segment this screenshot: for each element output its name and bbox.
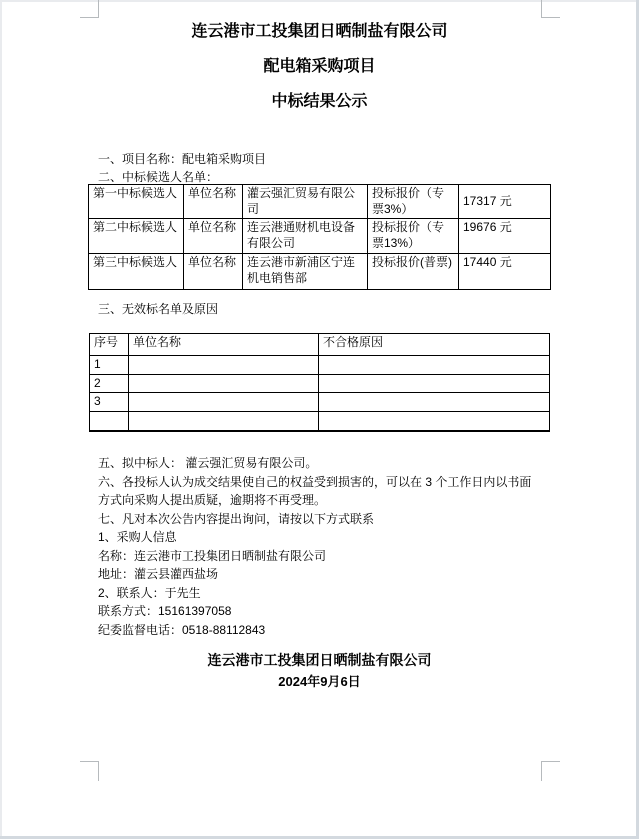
document-title-company: 连云港市工投集团日晒制盐有限公司 (191, 23, 448, 40)
table-cell (319, 374, 550, 393)
table-cell: 17440 元 (459, 254, 551, 290)
footer-company-signature: 连云港市工投集团日晒制盐有限公司 (207, 652, 432, 668)
supervise-phone: 纪委监督电话：0518-88112843 (98, 622, 266, 637)
document-title-announcement: 中标结果公示 (271, 93, 368, 110)
table-cell: 17317 元 (459, 185, 551, 219)
table-cell: 单位名称 (184, 219, 243, 254)
table-cell (129, 356, 319, 375)
purchaser-address: 地址：灌云县灌西盐场 (98, 567, 219, 581)
document-title-project: 配电箱采购项目 (263, 58, 376, 75)
section-contact-intro: 七、凡对本次公告内容提出询问，请按以下方式联系 (98, 511, 375, 526)
winner-candidates-table (88, 184, 551, 290)
table-row (90, 411, 550, 431)
table-cell (129, 393, 319, 412)
crop-mark-top-right (541, 0, 560, 18)
invalid-bids-table (89, 333, 550, 432)
table-cell (319, 411, 550, 431)
table-cell: 投标报价（专票13%） (368, 219, 459, 254)
table-cell: 连云港市新浦区宁连机电销售部 (243, 254, 368, 290)
table-row (90, 393, 550, 412)
section-proposed-winner: 五、拟中标人： 灌云强汇贸易有限公司。 (98, 456, 318, 470)
table-cell: 第一中标候选人 (89, 185, 184, 219)
table-cell (129, 411, 319, 431)
page-edge-left (0, 0, 2, 839)
table-cell: 第三中标候选人 (89, 254, 184, 290)
table-row (90, 334, 550, 356)
table-cell: 19676 元 (459, 219, 551, 254)
table-row (89, 254, 551, 290)
table-cell: 3 (90, 393, 129, 412)
crop-mark-top-left (80, 0, 99, 18)
table-cell (129, 374, 319, 393)
table-row (89, 185, 551, 219)
table-row (90, 356, 550, 375)
contact-person: 2、联系人：于先生 (98, 585, 201, 600)
contact-phone: 联系方式：15161397058 (98, 604, 232, 618)
table-cell: 序号 (90, 334, 129, 356)
section-candidate-list: 二、中标候选人名单： (98, 170, 219, 184)
footer-date: 2024年9月6日 (278, 674, 361, 689)
table-cell: 不合格原因 (319, 334, 550, 356)
table-cell: 1 (90, 356, 129, 375)
table-cell: 单位名称 (184, 185, 243, 219)
purchaser-info-heading: 1、采购人信息 (98, 530, 177, 544)
section-objection: 六、各投标人认为成交结果使自己的权益受到损害的，可以在 3 个工作日内以书面方式向采购人提出质疑，逾期将不再受理。 (98, 474, 532, 507)
table-row (90, 374, 550, 393)
table-cell: 投标报价（专票3%） (368, 185, 459, 219)
table-cell: 单位名称 (129, 334, 319, 356)
table-cell: 连云港通财机电设备有限公司 (243, 219, 368, 254)
table-cell: 第二中标候选人 (89, 219, 184, 254)
table-cell: 投标报价(普票) (368, 254, 459, 290)
table-cell: 灌云强汇贸易有限公司 (243, 185, 368, 219)
purchaser-name: 名称：连云港市工投集团日晒制盐有限公司 (98, 548, 327, 563)
table-cell (90, 411, 129, 431)
section-invalid-list: 三、无效标名单及原因 (98, 302, 219, 316)
table-cell: 单位名称 (184, 254, 243, 290)
table-cell (319, 356, 550, 375)
crop-mark-bottom-left (80, 761, 99, 781)
table-row (89, 219, 551, 254)
section-project-name: 一、项目名称：配电箱采购项目 (98, 152, 267, 166)
crop-mark-bottom-right (541, 761, 560, 781)
table-cell (319, 393, 550, 412)
table-cell: 2 (90, 374, 129, 393)
body-text-block (98, 454, 543, 639)
